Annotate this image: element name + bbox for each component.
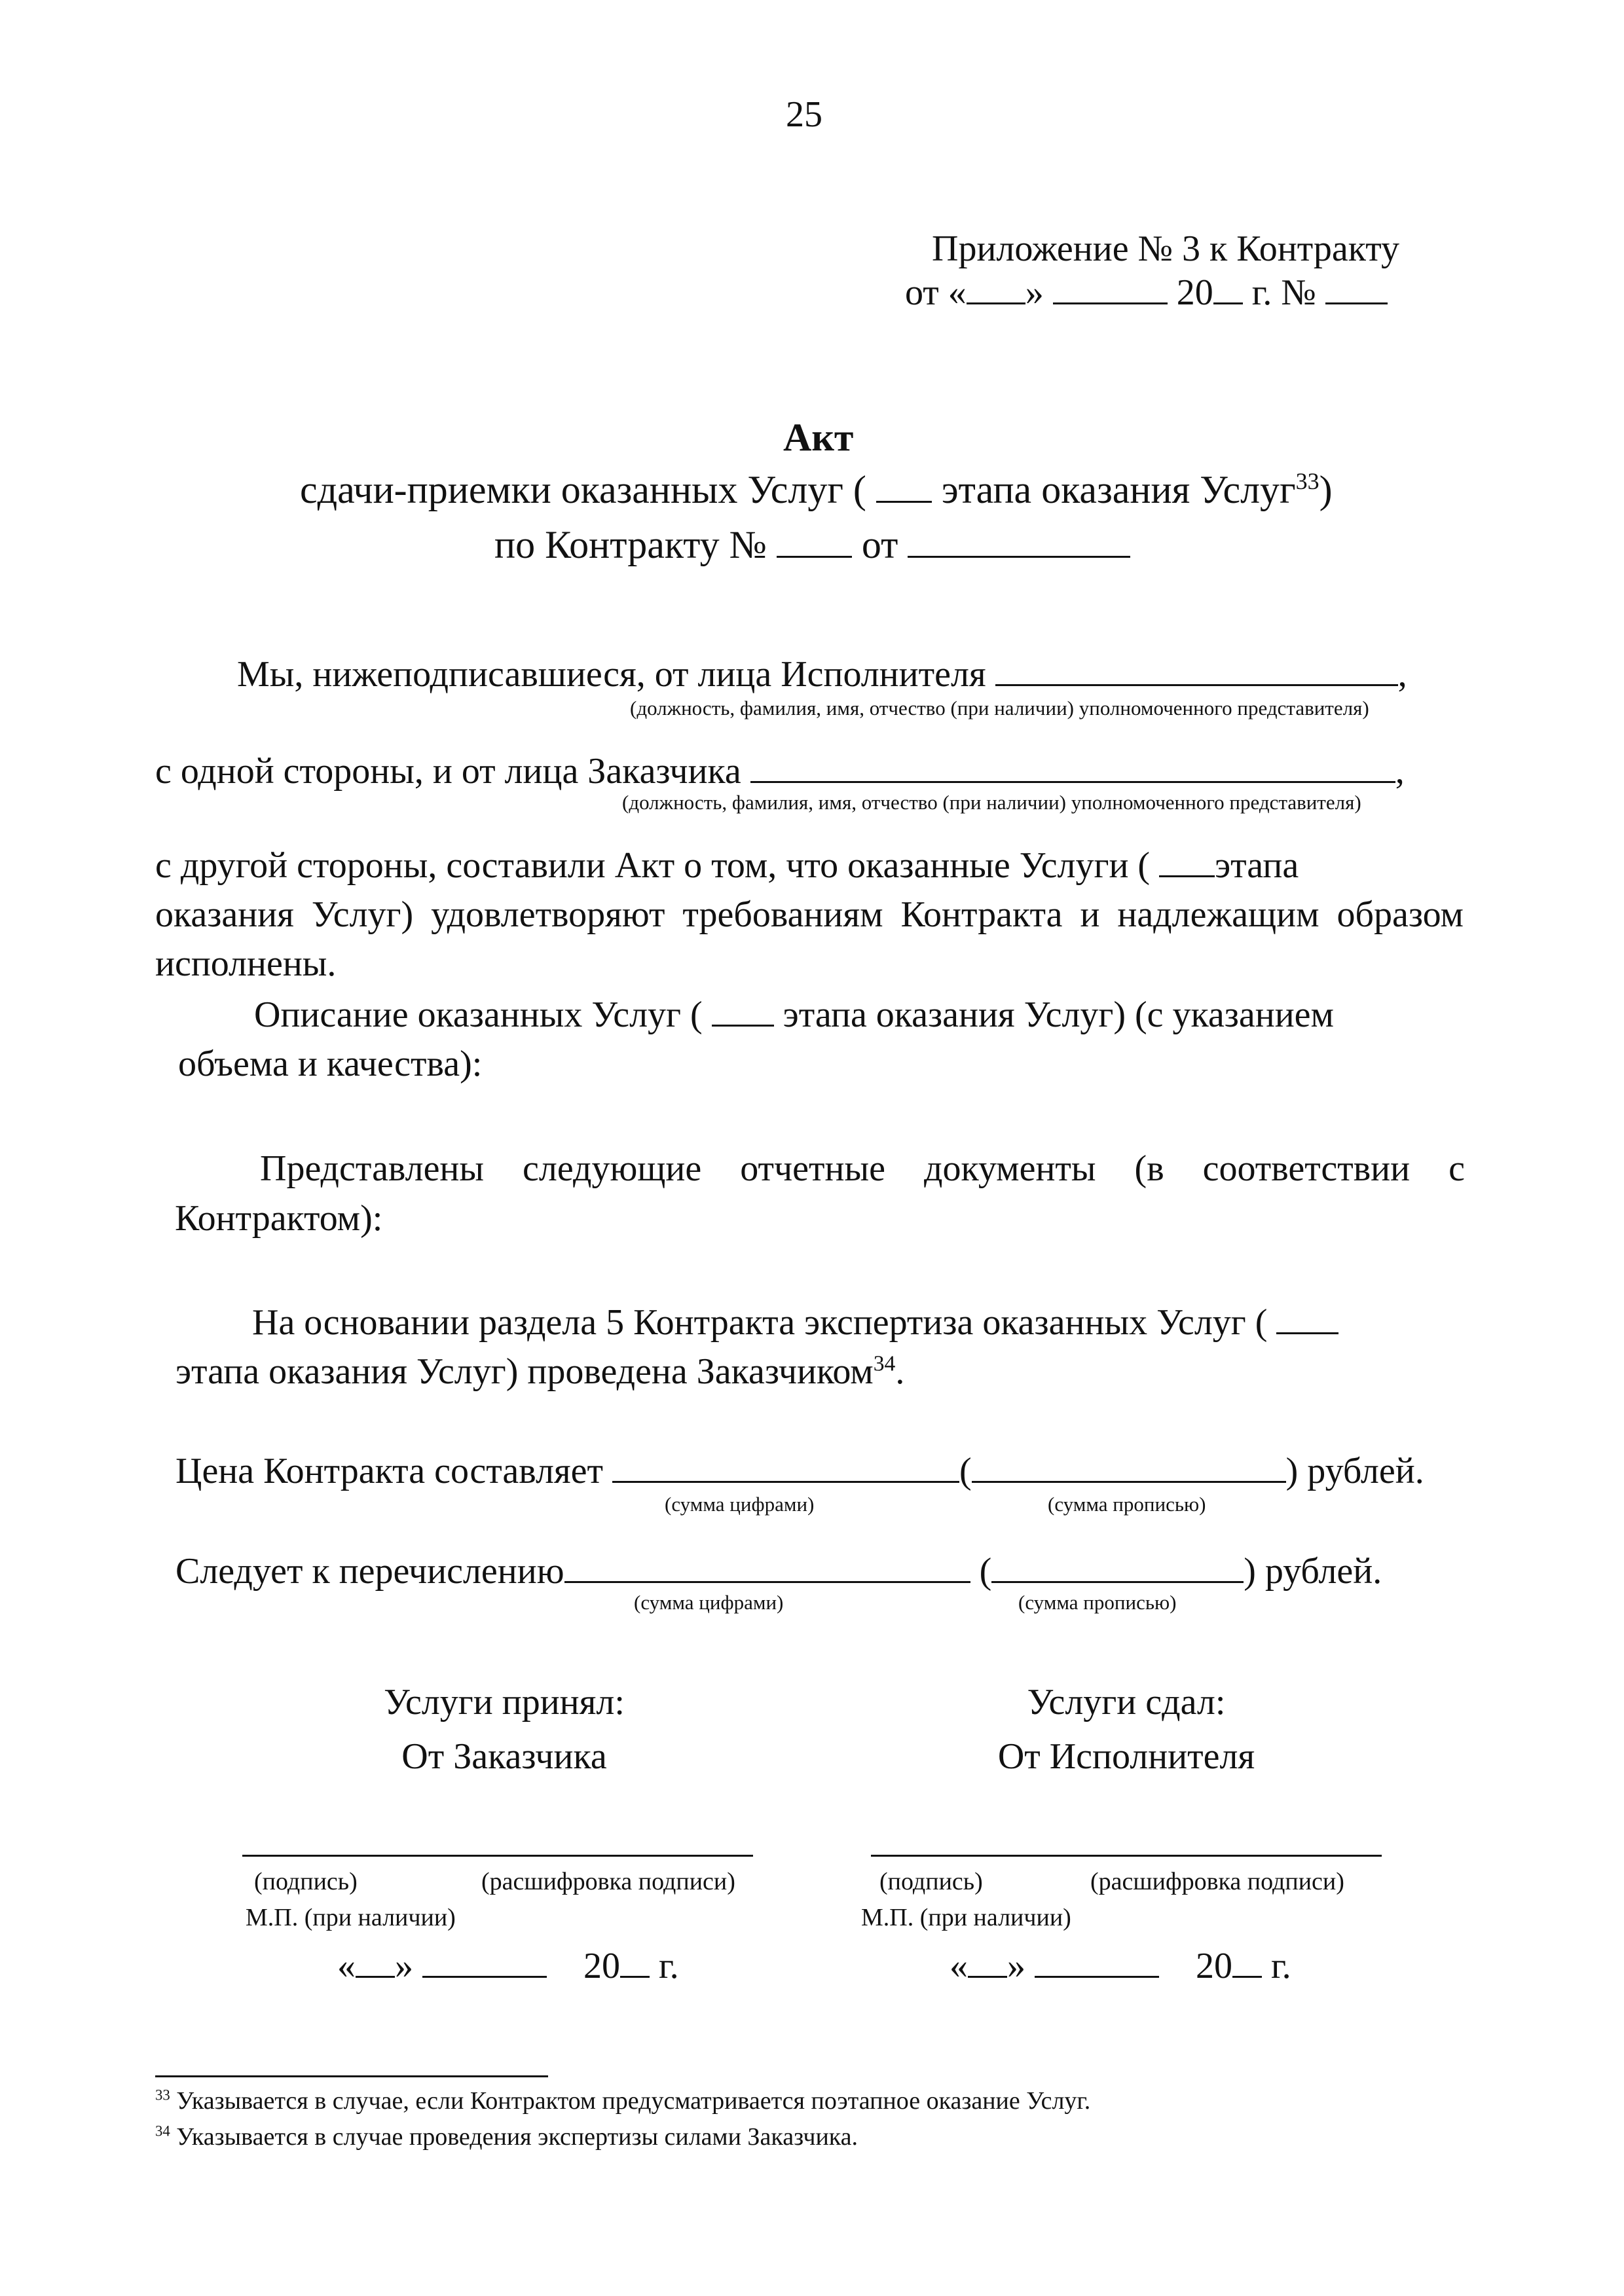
statement-line-3: исполнены. <box>155 943 337 984</box>
expertise-stage-blank <box>1276 1300 1338 1334</box>
right-sign-caption: (подпись) <box>879 1868 983 1895</box>
expertise-line-1-a: На основании раздела 5 Контракта экспертиза оказанных Услуг ( <box>252 1302 1268 1343</box>
left-year-blank <box>620 1943 650 1978</box>
right-day-blank <box>968 1943 1007 1978</box>
right-decode-caption: (расшифровка подписи) <box>1090 1868 1344 1895</box>
price-open: ( <box>959 1451 972 1491</box>
statement-line-2: оказания Услуг) удовлетворяют требованиям Контракта и надлежащим образом <box>155 894 1464 935</box>
statement-line-1 <box>155 843 1465 888</box>
price-label: Цена Контракта составляет <box>175 1451 603 1491</box>
appendix-date-line <box>905 270 1388 316</box>
appendix-number-blank <box>1325 270 1388 304</box>
transfer-words-blank <box>991 1548 1244 1583</box>
document-heading: Акт <box>783 416 854 459</box>
documents-line-2: Контрактом): <box>175 1198 383 1239</box>
executor-line <box>237 651 1407 697</box>
executor-blank <box>995 651 1398 686</box>
right-signature-line <box>871 1855 1382 1857</box>
right-date-open: « <box>950 1946 968 1986</box>
description-line-1 <box>254 992 1466 1038</box>
title-line-3-b: от <box>861 523 898 566</box>
executor-comma: , <box>1397 654 1407 695</box>
appendix-month-blank <box>1053 270 1168 304</box>
customer-caption: (должность, фамилия, имя, отчество (при наличии) уполномоченного представителя) <box>622 791 1361 814</box>
left-signature-line <box>242 1855 753 1857</box>
left-date-close: » <box>395 1946 413 1986</box>
title-contract-number-blank <box>777 523 852 558</box>
price-digits-blank <box>612 1448 959 1483</box>
transfer-caption-words: (сумма прописью) <box>1018 1591 1177 1614</box>
right-stamp-caption: М.П. (при наличии) <box>861 1904 1071 1931</box>
title-line-2-c: ) <box>1319 468 1333 511</box>
footnote-33 <box>155 2085 1090 2117</box>
transfer-caption-digits: (сумма цифрами) <box>634 1591 784 1614</box>
appendix-year-blank <box>1213 270 1243 304</box>
transfer-open: ( <box>979 1551 992 1592</box>
left-sign-subtitle: От Заказчика <box>401 1736 607 1777</box>
title-line-3 <box>494 521 1130 568</box>
appendix-day-blank <box>967 270 1025 304</box>
statement-stage-blank <box>1159 843 1215 877</box>
right-sign-subtitle: От Исполнителя <box>997 1736 1255 1777</box>
title-stage-blank <box>876 468 932 503</box>
left-month-blank <box>422 1943 547 1978</box>
price-caption-digits: (сумма цифрами) <box>665 1493 815 1516</box>
footnote-34 <box>155 2121 858 2153</box>
transfer-label: Следует к перечислению <box>175 1551 564 1592</box>
customer-text: с одной стороны, и от лица Заказчика <box>155 751 741 792</box>
title-contract-date-blank <box>908 523 1130 558</box>
expertise-line-2-a: этапа оказания Услуг) проведена Заказчиком <box>175 1351 874 1392</box>
statement-line-1-b: этапа <box>1215 845 1299 886</box>
left-decode-caption: (расшифровка подписи) <box>481 1868 735 1895</box>
appendix-title: Приложение № 3 к Контракту <box>932 228 1399 269</box>
price-caption-words: (сумма прописью) <box>1048 1493 1206 1516</box>
description-stage-blank <box>712 992 774 1027</box>
documents-line-1: Представлены следующие отчетные документы (в соответствии с <box>260 1148 1465 1189</box>
description-line-1-b: этапа оказания Услуг) (с указанием <box>783 994 1334 1035</box>
appendix-year-suffix: г. № <box>1242 272 1316 313</box>
appendix-quote-close: » <box>1025 272 1044 313</box>
expertise-line-2-b: . <box>895 1351 905 1392</box>
title-line-2-a: сдачи-приемки оказанных Услуг ( <box>300 468 866 511</box>
footnote-separator <box>155 2075 548 2077</box>
right-date-line <box>950 1943 1291 1989</box>
description-line-1-a: Описание оказанных Услуг ( <box>254 994 703 1035</box>
footnote-ref-34: 34 <box>873 1351 896 1376</box>
right-date-close: » <box>1007 1946 1025 1986</box>
right-sign-title: Услуги сдал: <box>1027 1682 1226 1722</box>
executor-text: Мы, нижеподписавшиеся, от лица Исполнителя <box>237 654 986 695</box>
footnote-34-number: 34 <box>155 2123 170 2140</box>
title-line-2-b: этапа оказания Услуг <box>941 468 1296 511</box>
transfer-close: ) рублей. <box>1244 1551 1382 1592</box>
transfer-digits-blank <box>564 1548 970 1583</box>
transfer-line <box>175 1548 1382 1594</box>
footnote-33-number: 33 <box>155 2086 170 2104</box>
title-line-3-a: по Контракту № <box>494 523 767 566</box>
price-words-blank <box>972 1448 1286 1483</box>
left-date-line <box>337 1943 679 1989</box>
executor-caption: (должность, фамилия, имя, отчество (при наличии) уполномоченного представителя) <box>630 697 1369 720</box>
page-number: 25 <box>786 94 822 135</box>
footnote-ref-33: 33 <box>1295 468 1320 494</box>
left-year-suffix: г. <box>650 1946 679 1986</box>
left-stamp-caption: М.П. (при наличии) <box>246 1904 456 1931</box>
footnote-33-text: Указывается в случае, если Контрактом предусматривается поэтапное оказание Услуг. <box>176 2087 1091 2115</box>
customer-blank <box>750 748 1395 783</box>
title-line-2 <box>300 466 1333 513</box>
expertise-line-1 <box>252 1300 1467 1345</box>
right-year-blank <box>1232 1943 1262 1978</box>
price-close: ) рублей. <box>1285 1451 1424 1491</box>
statement-line-1-a: с другой стороны, составили Акт о том, что оказанные Услуги ( <box>155 845 1151 886</box>
expertise-line-2 <box>175 1349 904 1394</box>
appendix-from: от « <box>905 272 967 313</box>
right-year-suffix: г. <box>1262 1946 1291 1986</box>
right-year-prefix: 20 <box>1196 1946 1232 1986</box>
description-line-2: объема и качества): <box>178 1044 483 1084</box>
customer-comma: , <box>1395 751 1405 792</box>
left-year-prefix: 20 <box>583 1946 620 1986</box>
right-month-blank <box>1035 1943 1159 1978</box>
left-date-open: « <box>337 1946 356 1986</box>
left-day-blank <box>356 1943 395 1978</box>
left-sign-title: Услуги принял: <box>384 1682 625 1722</box>
price-line <box>175 1448 1424 1494</box>
appendix-year-prefix: 20 <box>1176 272 1213 313</box>
customer-line <box>155 748 1405 794</box>
footnote-34-text: Указывается в случае проведения экспертизы силами Заказчика. <box>176 2123 858 2151</box>
left-sign-caption: (подпись) <box>254 1868 358 1895</box>
